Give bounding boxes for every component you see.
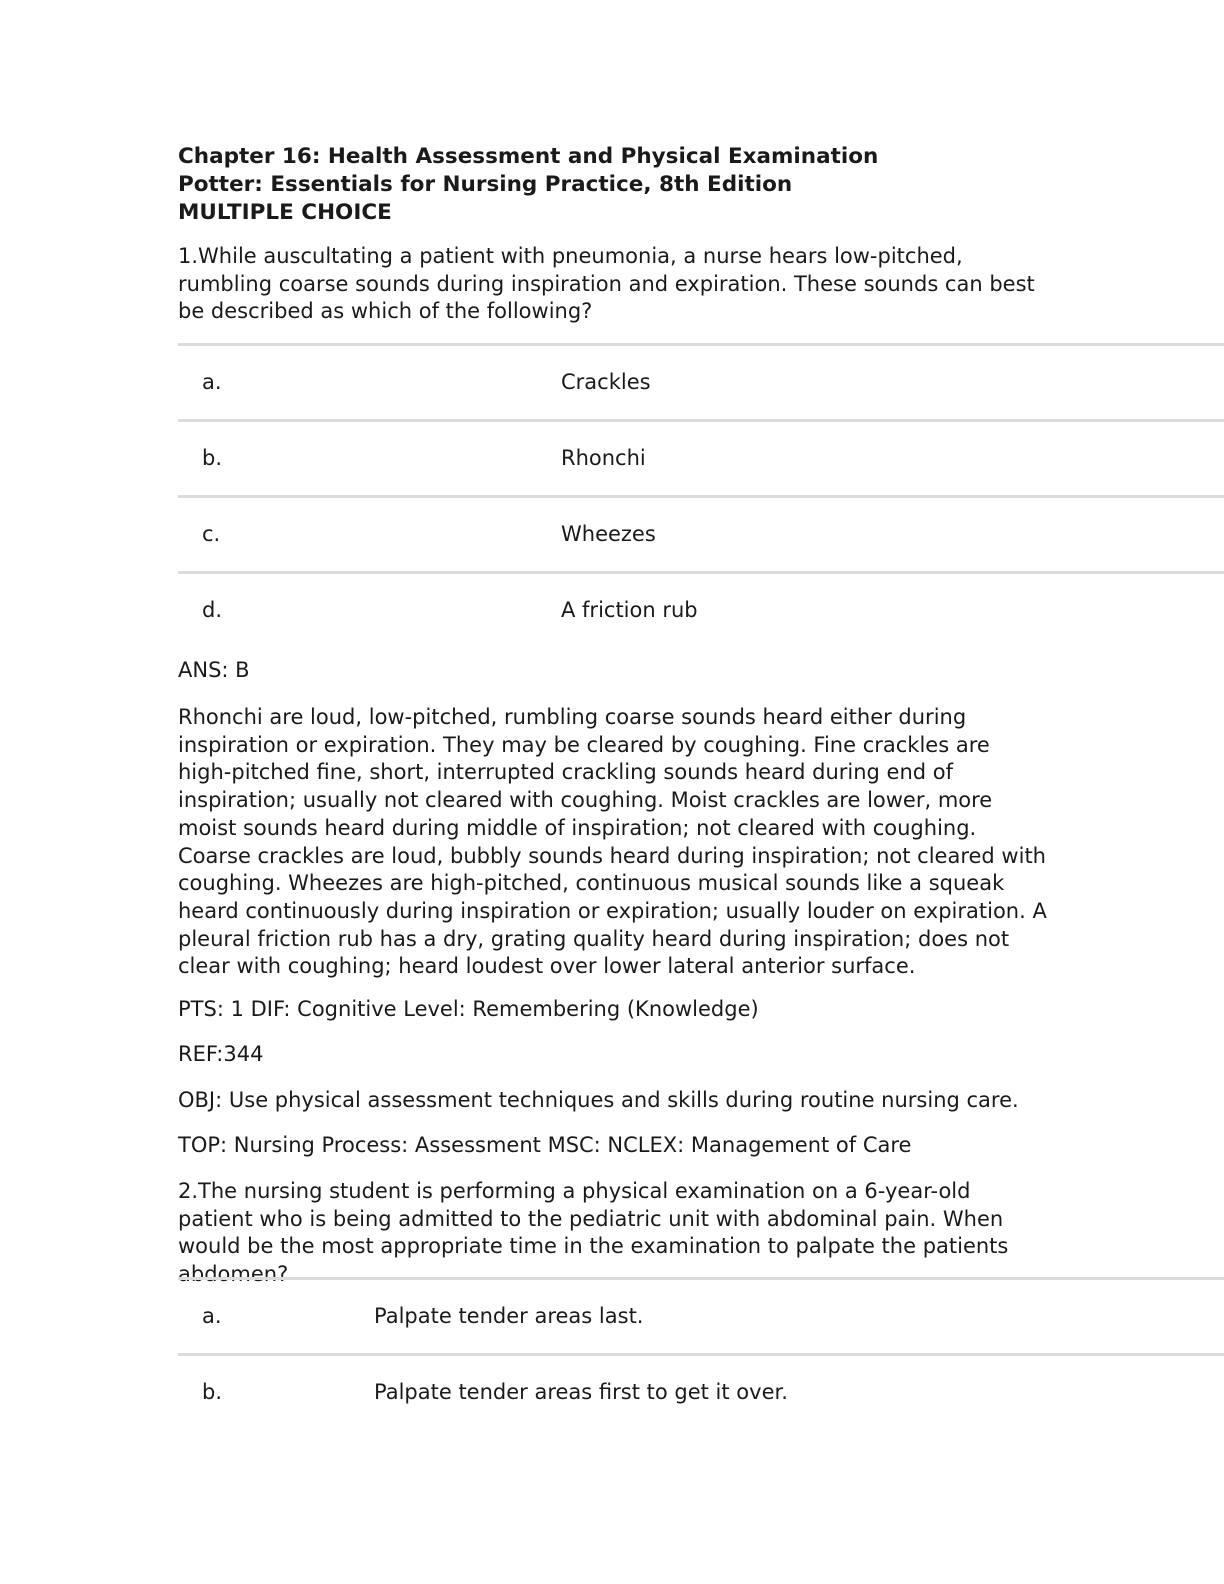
points-difficulty: PTS: 1 DIF: Cognitive Level: Remembering (Knowledge) — [178, 997, 759, 1021]
option-letter: c. — [202, 522, 221, 546]
question-2-stem: 2.The nursing student is performing a physical examination on a 6-year-old patient who is being admitted to the pediatric unit with abdominal pain. When would be the most appropriate time in the examination to palpate the patients abdomen? — [178, 1179, 1009, 1287]
option-letter: a. — [202, 370, 222, 394]
option-row — [178, 419, 1224, 495]
option-letter: b. — [202, 446, 223, 470]
document-header — [178, 143, 1078, 227]
reference: REF:344 — [178, 1042, 264, 1066]
option-text: Rhonchi — [561, 446, 646, 470]
rationale: Rhonchi are loud, low-pitched, rumbling coarse sounds heard either during inspiration or expiration. They may be cleared by coughing. Fine crackles are high-pitched fine, short, interrupted crackling sounds heard during end of inspiration; usually not cleared with coughing. Moist crackles are lower, more moist sounds heard during middle of inspiration; not cleared with coughing. Coarse crackles are loud, bubbly sounds heard during inspiration; not cleared with coughing. Wheezes are high-pitched, continuous musical sounds like a squeak heard continuously during inspiration or expiration; usually louder on expiration. A pleural friction rub has a dry, grating quality heard during inspiration; does not clear with coughing; heard loudest over lower lateral anterior surface. — [178, 705, 1047, 979]
option-letter: b. — [202, 1380, 223, 1404]
option-letter: a. — [202, 1304, 222, 1328]
option-text: A friction rub — [561, 598, 698, 622]
option-text: Palpate tender areas first to get it over. — [374, 1380, 788, 1404]
question-2-options — [178, 1277, 1224, 1429]
option-row — [178, 1277, 1224, 1353]
option-text: Wheezes — [561, 522, 656, 546]
option-row — [178, 571, 1224, 647]
section-title: MULTIPLE CHOICE — [178, 200, 392, 225]
option-row — [178, 495, 1224, 571]
chapter-title: Chapter 16: Health Assessment and Physical Examination — [178, 144, 879, 169]
question-1-stem: 1.While auscultating a patient with pneumonia, a nurse hears low-pitched, rumbling coarse sounds during inspiration and expiration. These sounds can best be described as which of the following? — [178, 244, 1035, 324]
option-text: Palpate tender areas last. — [374, 1304, 644, 1328]
objective: OBJ: Use physical assessment techniques and skills during routine nursing care. — [178, 1088, 1019, 1112]
question-1-options — [178, 343, 1224, 647]
answer-key: ANS: B — [178, 658, 250, 682]
option-row — [178, 1353, 1224, 1429]
topic: TOP: Nursing Process: Assessment MSC: NCLEX: Management of Care — [178, 1133, 912, 1157]
option-text: Crackles — [561, 370, 651, 394]
book-title: Potter: Essentials for Nursing Practice, 8th Edition — [178, 172, 793, 197]
option-row — [178, 343, 1224, 419]
option-letter: d. — [202, 598, 223, 622]
